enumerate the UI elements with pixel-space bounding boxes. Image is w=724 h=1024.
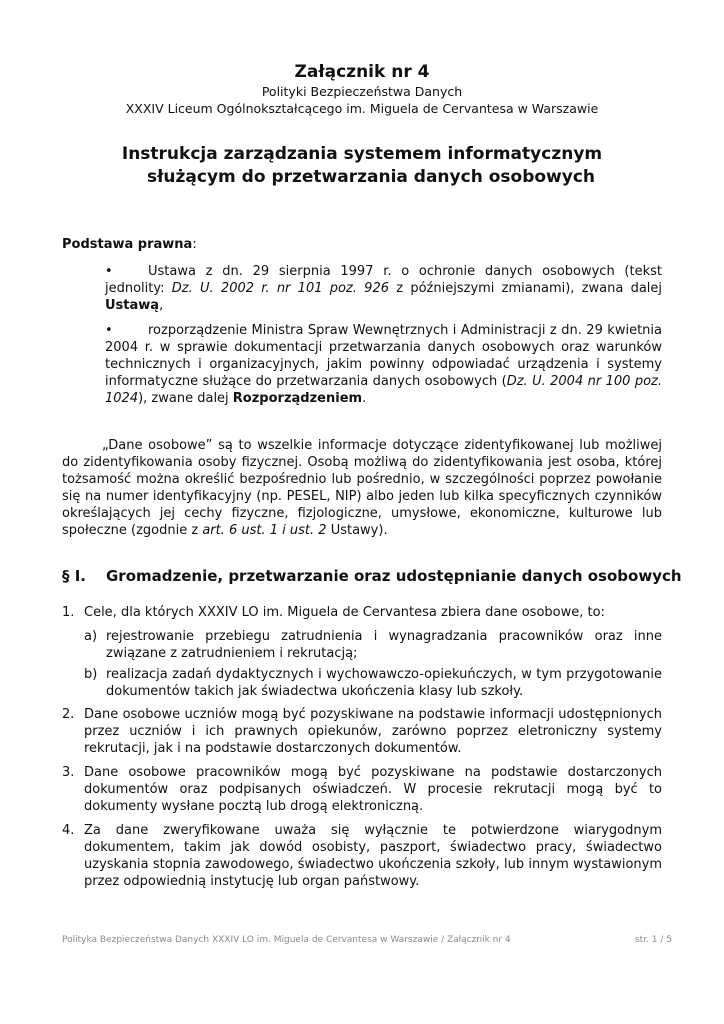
- annex-subtitle-policy: Polityki Bezpieczeństwa Danych: [261, 84, 463, 99]
- act-text-end: ,: [159, 298, 164, 313]
- regulation-reference: Dz. U. 2004 nr 100 poz. 1024: [105, 374, 662, 406]
- document-title-line1: Instrukcja zarządzania systemem informatycznym: [121, 144, 603, 164]
- annex-title: Załącznik nr 4: [294, 62, 430, 82]
- annex-subtitle-school: XXXIV Liceum Ogólnokształcącego im. Miguela de Cervantesa w Warszawie: [125, 101, 599, 116]
- definition-reference: art. 6 ust. 1 i ust. 2: [202, 523, 327, 538]
- regulation-text: rozporządzenie Ministra Spraw Wewnętrznych i Administracji z dn. 29 kwietnia 2004 r. w sprawie dokumentacji przetwarzania danych osobowych oraz warunków technicznych i organizacyjnych, jakim powinny odpowiadać urządzenia i systemy informatyczne służące do przetwarzania danych osobowych (: [105, 323, 662, 389]
- legal-basis-label: Podstawa prawna: [62, 237, 193, 252]
- legal-basis-item-act: [105, 263, 662, 314]
- footer-page-number: str. 1 / 5: [634, 935, 672, 945]
- act-text-2: z późniejszymi zmianami), zwana dalej: [389, 281, 663, 296]
- section-title: Gromadzenie, przetwarzanie oraz udostępnianie danych osobowych: [106, 567, 682, 585]
- act-short-name: Ustawą: [105, 298, 160, 313]
- list-item: [62, 764, 662, 815]
- list-item-number: 3.: [62, 765, 75, 780]
- sub-list-item-letter: a): [84, 629, 98, 644]
- footer-document-name: Polityka Bezpieczeństwa Danych XXXIV LO im. Miguela de Cervantesa w Warszawie / Załącznik nr 4: [62, 935, 511, 945]
- sub-list-item: [84, 628, 662, 662]
- list-item: [62, 604, 662, 621]
- sub-list-item: [84, 666, 662, 700]
- bullet-icon: •: [105, 264, 113, 279]
- list-item-text: Za dane zweryfikowane uważa się wyłącznie te potwierdzone wiarygodnym dokumentem, takim jak dowód osobisty, paszport, świadectwo pracy, świadectwo uzyskania stopnia zawodowego, świadectwo ukończenia szkoły, lub innym wystawionym przez odpowiednią instytucję lub organ państwowy.: [84, 823, 662, 889]
- sub-list-item-text: rejestrowanie przebiegu zatrudnienia i wynagradzania pracowników oraz inne związane z zatrudnieniem i rekrutacją;: [106, 629, 662, 661]
- definition-text: „Dane osobowe” są to wszelkie informacje dotyczące zidentyfikowanej lub możliwej do zidentyfikowania osoby fizycznej. Osobą możliwą do zidentyfikowania jest osoba, której tożsamość można określić bezpośrednio lub pośrednio, w szczególności poprzez powołanie się na numer identyfikacyjny (np. PESEL, NIP) albo jeden lub kilka specyficznych czynników określających jej cechy fizyczne, fizjologiczne, umysłowe, ekonomiczne, kulturowe lub społeczne (zgodnie z: [62, 438, 662, 538]
- document-title: [0, 143, 724, 189]
- regulation-short-name: Rozporządzeniem: [232, 391, 363, 406]
- act-reference: Dz. U. 2002 r. nr 101 poz. 926: [171, 281, 389, 296]
- list-item-text: Dane osobowe uczniów mogą być pozyskiwane na podstawie informacji udostępnionych przez uczniów i ich prawnych opiekunów, zarówno poprzez eletroniczny systemy rekrutacji, jak i na podstawie dostarczonych dokumentów.: [84, 707, 662, 756]
- document-title-line2: służącym do przetwarzania danych osobowych: [146, 167, 596, 187]
- legal-basis-item-regulation: [105, 322, 662, 407]
- regulation-text-end: .: [362, 391, 367, 406]
- definition-text-end: Ustawy).: [326, 523, 388, 538]
- list-item-number: 1.: [62, 605, 75, 620]
- personal-data-definition: [62, 437, 662, 539]
- legal-basis-colon: :: [192, 237, 197, 252]
- list-item-number: 4.: [62, 823, 75, 838]
- section-number: § I.: [62, 567, 87, 585]
- list-item-text: Cele, dla których XXXIV LO im. Miguela de Cervantesa zbiera dane osobowe, to:: [84, 605, 605, 620]
- list-item: [62, 822, 662, 890]
- section-heading: [62, 567, 682, 585]
- act-text: Ustawa z dn. 29 sierpnia 1997 r. o ochronie danych osobowych (tekst jednolity:: [105, 264, 662, 296]
- list-item-number: 2.: [62, 707, 75, 722]
- sub-list-item-text: realizacja zadań dydaktycznych i wychowawczo-opiekuńczych, w tym przygotowanie dokumentów takich jak świadectwa ukończenia klasy lub szkoły.: [106, 667, 662, 699]
- sub-list-item-letter: b): [84, 667, 98, 682]
- bullet-icon: •: [105, 323, 113, 338]
- legal-basis-heading: [62, 236, 197, 253]
- regulation-text-2: ), zwane dalej: [138, 391, 233, 406]
- list-item-text: Dane osobowe pracowników mogą być pozyskiwane na podstawie dostarczonych dokumentów oraz podpisanych oświadczeń. W procesie rekrutacji mogą być to dokumenty wysłane pocztą lub drogą elektroniczną.: [84, 765, 662, 814]
- list-item: [62, 706, 662, 757]
